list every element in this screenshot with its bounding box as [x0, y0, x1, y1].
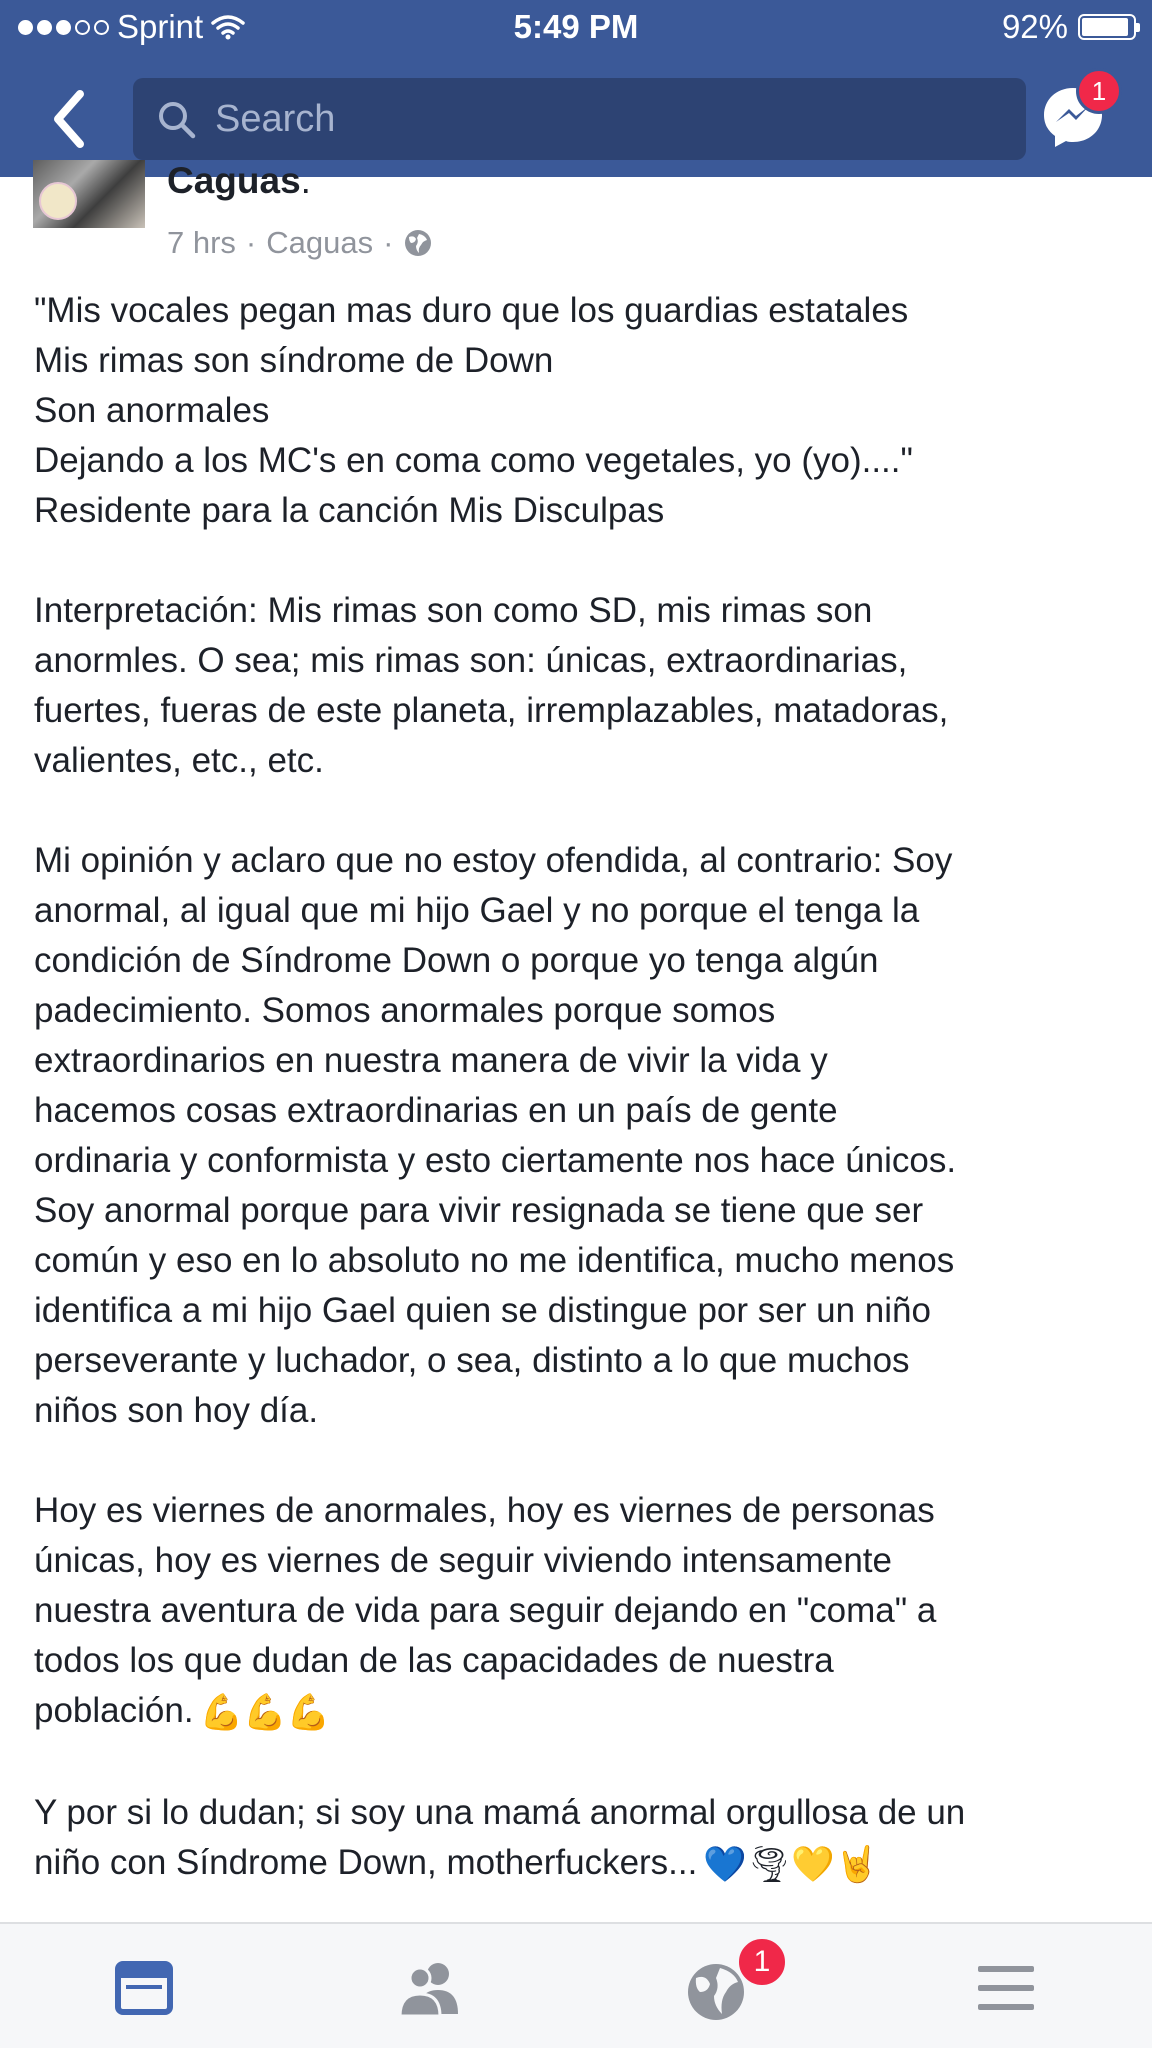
- text-line: identifica a mi hijo Gael quien se distingue por ser un niño: [34, 1291, 931, 1330]
- battery-percent: 92%: [1001, 8, 1068, 45]
- search-placeholder: Search: [215, 98, 336, 140]
- news-feed-icon[interactable]: [104, 1948, 184, 2028]
- text-line-with-emoji: [34, 1686, 1124, 1738]
- text-line: niños son hoy día.: [34, 1391, 319, 1430]
- post-time[interactable]: 7 hrs: [167, 225, 236, 260]
- clock: 5:49 PM: [513, 8, 639, 45]
- text-line: condición de Síndrome Down o porque yo tenga algún: [34, 941, 879, 980]
- paragraph: [34, 586, 1124, 786]
- text-line: población.: [34, 1691, 194, 1730]
- battery-fill: [1082, 18, 1128, 36]
- avatar[interactable]: [33, 160, 145, 228]
- text-line-with-emoji: [34, 1838, 1124, 1890]
- text-line: ordinaria y conformista y esto ciertamente nos hace únicos.: [34, 1141, 957, 1180]
- text-line: "Mis vocales pegan mas duro que los guardias estatales: [34, 291, 909, 330]
- text-line: perseverante y luchador, o sea, distinto a lo que muchos: [34, 1341, 910, 1380]
- back-button[interactable]: [40, 84, 100, 154]
- messenger-button[interactable]: [1038, 76, 1108, 152]
- battery-icon: [1078, 14, 1136, 40]
- text-line: Y por si lo dudan; si soy una mamá anormal orgullosa de un: [34, 1792, 966, 1832]
- text-line: común y eso en lo absoluto no me identifica, mucho menos: [34, 1241, 955, 1280]
- globe-icon: [403, 228, 433, 258]
- paragraph: [34, 1788, 1124, 1890]
- text-line: nuestra aventura de vida para seguir dejando en "coma" a: [34, 1591, 937, 1630]
- text-line: Soy anormal porque para vivir resignada se tiene que ser: [34, 1191, 924, 1230]
- text-line: Mi opinión y aclaro que no estoy ofendida, al contrario: Soy: [34, 841, 953, 880]
- battery-group: [1002, 8, 1136, 46]
- search-input[interactable]: [133, 78, 1026, 160]
- paragraph: [34, 836, 1124, 1436]
- text-line: únicas, hoy es viernes de seguir viviendo intensamente: [34, 1541, 892, 1580]
- emoji-group: 💙🌪💛🤘: [703, 1844, 879, 1884]
- post-body: [34, 286, 1124, 1890]
- post-meta: [167, 225, 433, 261]
- post-location[interactable]: Caguas: [266, 225, 374, 260]
- paragraph: [34, 286, 1124, 536]
- status-bar: [0, 0, 1152, 58]
- post-author[interactable]: [167, 160, 311, 202]
- text-line: hacemos cosas extraordinarias en un país de gente: [34, 1091, 838, 1130]
- text-line: extraordinarios en nuestra manera de vivir la vida y: [34, 1041, 828, 1080]
- text-line: fuertes, fueras de este planeta, irremplazables, matadoras,: [34, 691, 949, 730]
- text-line: valientes, etc., etc.: [34, 741, 324, 780]
- text-line: Dejando a los MC's en coma como vegetales, yo (yo)....": [34, 441, 913, 480]
- text-line: anormles. O sea; mis rimas son: únicas, extraordinarias,: [34, 641, 908, 680]
- nav-row: [0, 62, 1152, 172]
- paragraph: [34, 1486, 1124, 1738]
- messenger-badge: 1: [1076, 68, 1122, 114]
- author-name[interactable]: Caguas: [167, 160, 301, 201]
- meta-separator: ·: [383, 225, 394, 260]
- text-line: Residente para la canción Mis Disculpas: [34, 491, 665, 530]
- friends-icon[interactable]: [390, 1948, 470, 2028]
- emoji-group: 💪💪💪: [199, 1692, 331, 1732]
- top-bar: [0, 0, 1152, 177]
- text-line: padecimiento. Somos anormales porque somos: [34, 991, 776, 1030]
- search-icon: [155, 98, 199, 142]
- text-line: Mis rimas son síndrome de Down: [34, 341, 554, 380]
- carrier-name: Sprint: [117, 8, 204, 45]
- text-line: Son anormales: [34, 391, 270, 430]
- text-line: todos los que dudan de las capacidades de nuestra: [34, 1641, 834, 1680]
- notifications-badge: 1: [736, 1936, 788, 1988]
- text-line: Interpretación: Mis rimas son como SD, mis rimas son: [34, 591, 873, 630]
- author-suffix: .: [300, 160, 311, 201]
- text-line: anormal, al igual que mi hijo Gael y no porque el tenga la: [34, 891, 920, 930]
- notifications-tab[interactable]: [676, 1945, 771, 2028]
- text-line: Hoy es viernes de anormales, hoy es viernes de personas: [34, 1491, 935, 1530]
- bottom-tab-bar: [0, 1924, 1152, 2048]
- menu-icon[interactable]: [966, 1948, 1046, 2028]
- text-line: niño con Síndrome Down, motherfuckers...: [34, 1842, 698, 1882]
- meta-separator: ·: [245, 225, 257, 260]
